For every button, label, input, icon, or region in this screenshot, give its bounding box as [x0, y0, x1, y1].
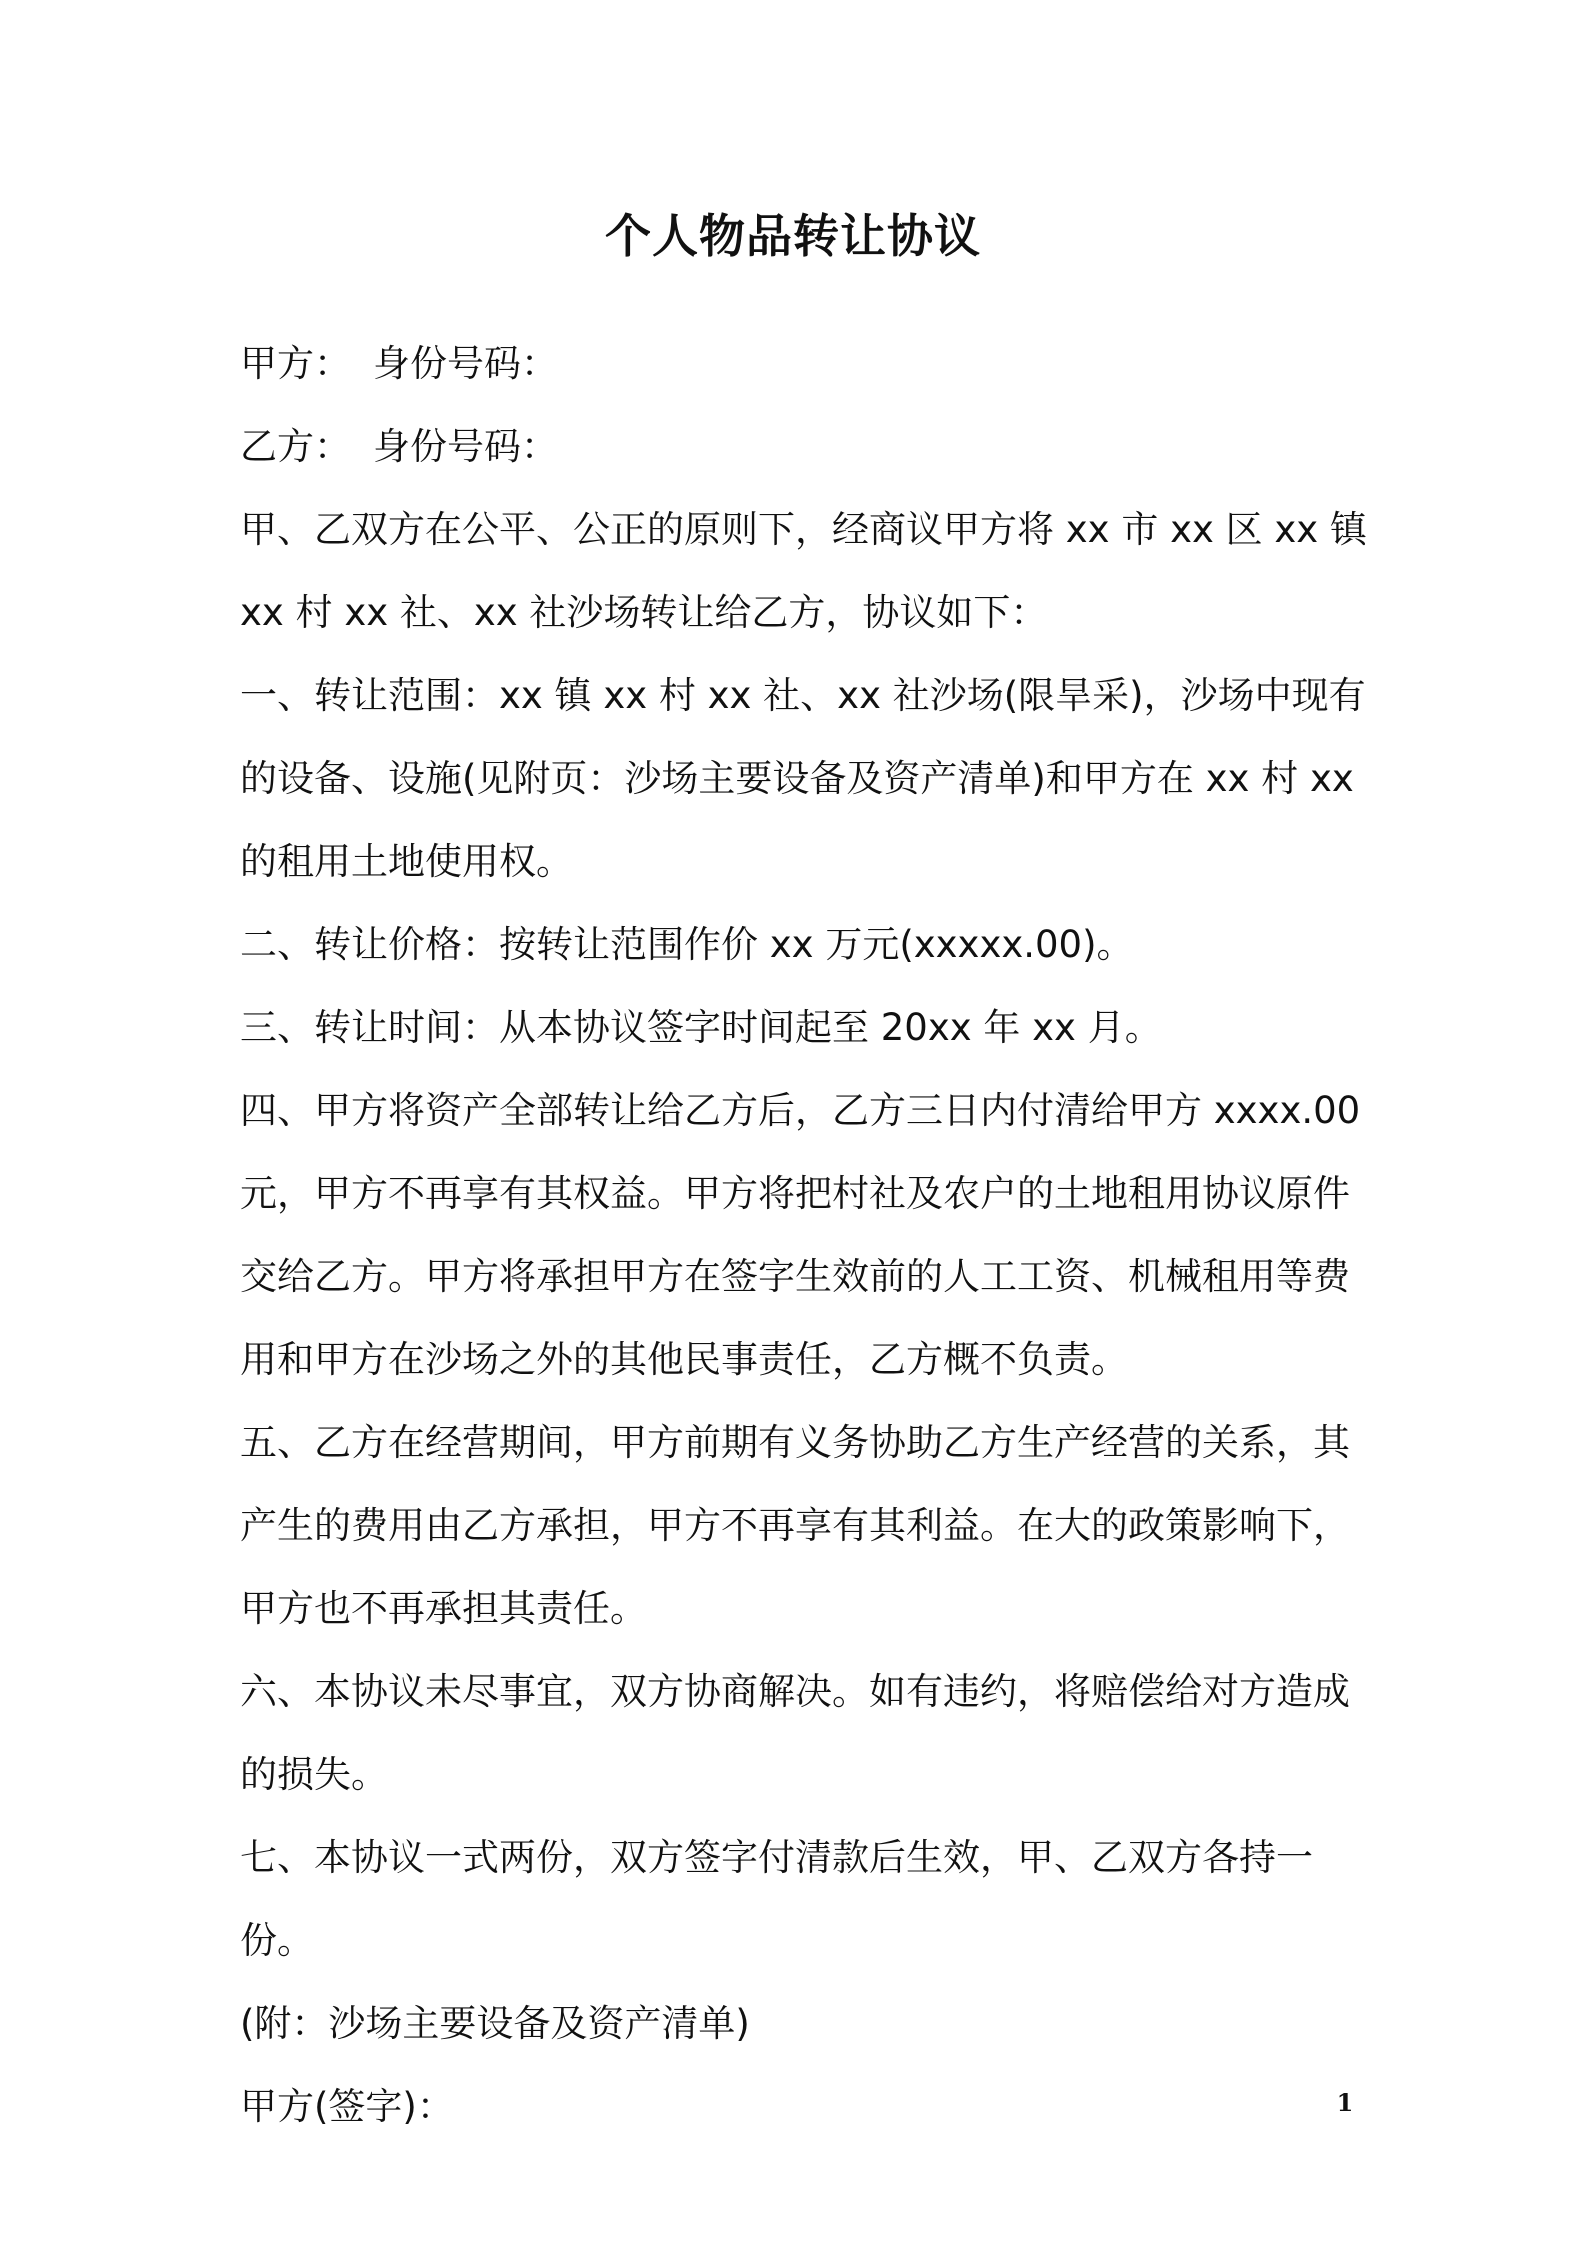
clause-6: 六、本协议未尽事宜，双方协商解决。如有违约，将赔偿给对方造成的损失。	[240, 1670, 1350, 1796]
party-a-line	[240, 322, 1370, 405]
party-b-id-label: 身份号码：	[373, 425, 558, 468]
clause-2: 二、转让价格：按转让范围作价 xx 万元(xxxxx.00)。	[240, 923, 1134, 966]
clause-7: 七、本协议一式两份，双方签字付清款后生效，甲、乙双方各持一份。	[240, 1836, 1313, 1962]
clause-4: 四、甲方将资产全部转让给乙方后，乙方三日内付清给甲方 xxxx.00 元，甲方不再享有其权益。甲方将把村社及农户的土地租用协议原件交给乙方。甲方将承担甲方在签字生效前的人工工资、机械租用等费用和甲方在沙场之外的其他民事责任，乙方概不负责。	[240, 1089, 1361, 1381]
page-number: 1	[1336, 2088, 1354, 2117]
document-title: 个人物品转让协议	[605, 209, 981, 263]
party-a-id-label: 身份号码：	[373, 342, 558, 385]
party-a-label: 甲方：	[240, 342, 351, 385]
clause-5: 五、乙方在经营期间，甲方前期有义务协助乙方生产经营的关系，其产生的费用由乙方承担，甲方不再享有其利益。在大的政策影响下，甲方也不再承担其责任。	[240, 1421, 1350, 1630]
clause-1: 一、转让范围：xx 镇 xx 村 xx 社、xx 社沙场(限旱采)，沙场中现有的设备、设施(见附页：沙场主要设备及资产清单)和甲方在 xx 村 xx 的租用土地使用权。	[240, 674, 1366, 883]
intro-paragraph: 甲、乙双方在公平、公正的原则下，经商议甲方将 xx 市 xx 区 xx 镇 xx 村 xx 社、xx 社沙场转让给乙方，协议如下：	[240, 508, 1367, 634]
signature-party-a: 甲方(签字)：	[240, 2085, 454, 2128]
attachment-note: (附：沙场主要设备及资产清单)	[240, 2002, 750, 2045]
party-b-line	[240, 405, 1370, 488]
clause-3: 三、转让时间：从本协议签字时间起至 20xx 年 xx 月。	[240, 1006, 1162, 1049]
party-b-label: 乙方：	[240, 425, 351, 468]
document-body	[240, 322, 1370, 2148]
